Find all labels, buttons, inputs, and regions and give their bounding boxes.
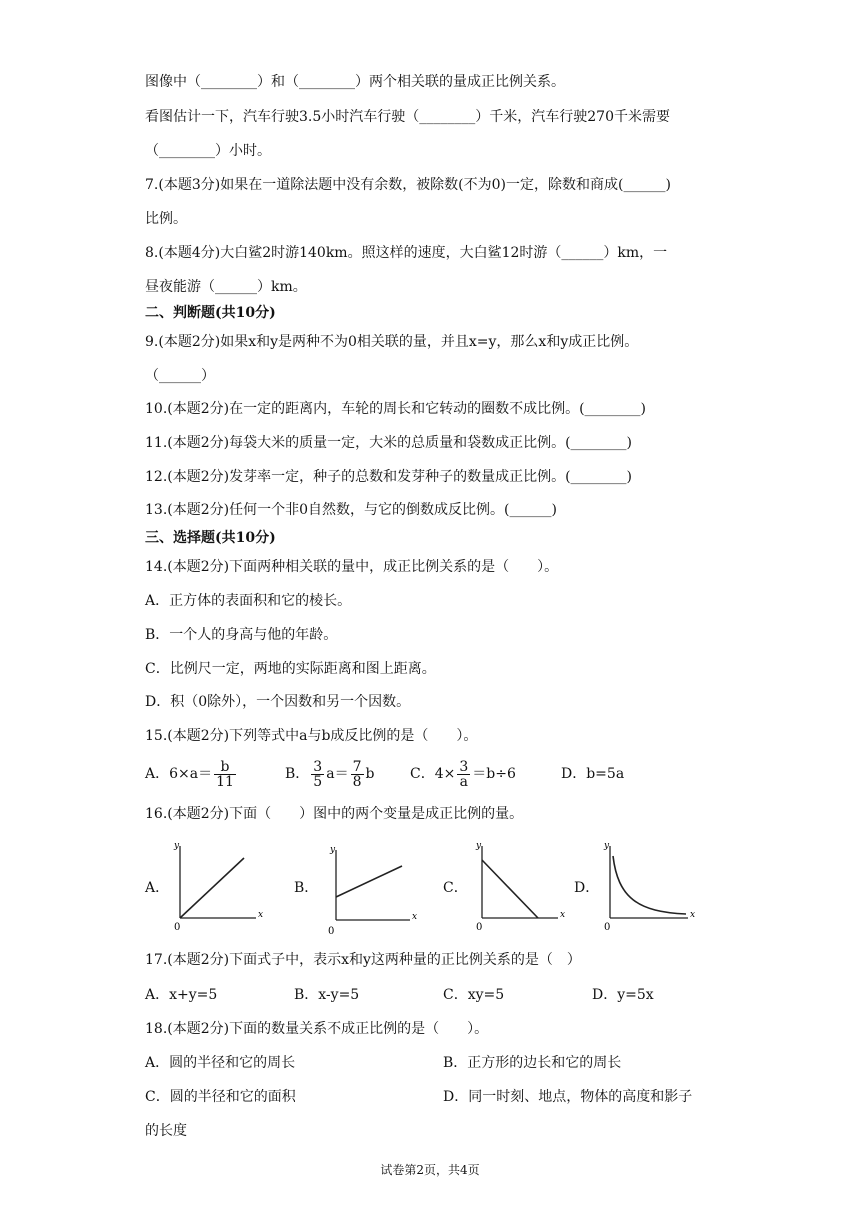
question-16: 16.(本题2分)下面（ ）图中的两个变量是成正比例的量。 xyxy=(145,806,524,822)
y-axis-label: y xyxy=(476,841,482,851)
offset-line xyxy=(336,866,402,897)
y-axis-label: y xyxy=(330,845,336,855)
graph-d-label: D． xyxy=(574,880,600,896)
option-a-expr: 6×a＝ xyxy=(169,766,213,782)
question-7-line-2: 比例。 xyxy=(145,211,187,227)
question-14-option-a: A．正方体的表面积和它的棱长。 xyxy=(145,593,352,609)
question-15-option-c xyxy=(410,757,516,791)
question-14-option-c: C．比例尺一定，两地的实际距离和图上距离。 xyxy=(145,661,436,677)
option-b-label: B． xyxy=(285,766,310,782)
fraction-denominator: 5 xyxy=(313,773,323,790)
origin-label: 0 xyxy=(174,922,181,933)
fill-line-1: 图像中（________）和（________）两个相关联的量成正比例关系。 xyxy=(145,74,565,90)
question-15-option-a xyxy=(145,757,238,791)
page-footer: 试卷第2页，共4页 xyxy=(380,1163,480,1177)
option-b-fraction-1 xyxy=(311,760,324,789)
graph-d xyxy=(598,838,703,936)
origin-label: 0 xyxy=(604,922,611,933)
fraction-denominator: 11 xyxy=(216,773,234,790)
question-9-line-1: 9.(本题2分)如果x和y是两种不为0相关联的量，并且x=y，那么x和y成正比例。 xyxy=(145,334,639,350)
question-17-option-b: B．x-y=5 xyxy=(294,987,360,1003)
question-7-line-1: 7.(本题3分)如果在一道除法题中没有余数，被除数(不为0)一定，除数和商成(______) xyxy=(145,177,671,193)
option-c-fraction xyxy=(457,760,470,789)
question-11: 11.(本题2分)每袋大米的质量一定，大米的总质量和袋数成正比例。(________) xyxy=(145,435,633,451)
x-axis-label: x xyxy=(258,910,264,920)
question-17: 17.(本题2分)下面式子中，表示x和y这两种量的正比例关系的是（ ） xyxy=(145,952,581,968)
question-18-option-a: A．圆的半径和它的周长 xyxy=(145,1055,296,1071)
fraction-denominator: a xyxy=(459,773,468,790)
fraction-numerator: 3 xyxy=(313,758,323,775)
question-15: 15.(本题2分)下列等式中a与b成反比例的是（ ）。 xyxy=(145,728,478,744)
graph-c xyxy=(470,838,575,936)
section-2-heading: 二、判断题(共10分) xyxy=(145,305,276,321)
question-12: 12.(本题2分)发芽率一定，种子的总数和发芽种子的数量成正比例。(________) xyxy=(145,469,633,485)
question-10: 10.(本题2分)在一定的距离内，车轮的周长和它转动的圈数不成比例。(________) xyxy=(145,401,647,417)
question-15-option-b xyxy=(285,757,374,791)
decreasing-line xyxy=(482,860,538,918)
x-axis-label: x xyxy=(560,910,566,920)
option-c-expr-end: ＝b÷6 xyxy=(472,766,516,782)
question-17-option-c: C．xy=5 xyxy=(443,987,505,1003)
graph-a-label: A． xyxy=(145,880,170,896)
option-c-expr: 4× xyxy=(434,766,456,782)
question-18: 18.(本题2分)下面的数量关系不成正比例的是（ ）。 xyxy=(145,1021,489,1037)
y-axis-label: y xyxy=(174,841,180,851)
fraction-numerator: 3 xyxy=(459,758,469,775)
option-c-label: C． xyxy=(410,766,435,782)
x-axis-label: x xyxy=(412,912,418,922)
question-18-option-d-continued: 的长度 xyxy=(145,1123,187,1139)
section-3-heading: 三、选择题(共10分) xyxy=(145,530,276,546)
origin-label: 0 xyxy=(476,922,483,933)
question-18-option-c: C．圆的半径和它的面积 xyxy=(145,1089,296,1105)
option-b-expr-end: b xyxy=(365,766,375,782)
fraction-denominator: 8 xyxy=(352,773,362,790)
fill-line-2: 看图估计一下，汽车行驶3.5小时汽车行驶（________）千米，汽车行驶270千米需要 xyxy=(145,109,670,125)
origin-label: 0 xyxy=(328,926,335,937)
inverse-curve xyxy=(613,856,686,914)
option-a-label: A． xyxy=(145,766,170,782)
graph-c-label: C． xyxy=(443,880,468,896)
option-b-fraction-2 xyxy=(351,760,364,789)
question-8-line-2: 昼夜能游（______）km。 xyxy=(145,279,307,295)
fraction-numerator: 7 xyxy=(352,758,362,775)
x-axis-label: x xyxy=(690,910,696,920)
fraction-numerator: b xyxy=(214,760,236,775)
question-15-option-d: D．b=5a xyxy=(561,766,625,782)
question-14: 14.(本题2分)下面两种相关联的量中，成正比例关系的是（ ）。 xyxy=(145,559,559,575)
question-13: 13.(本题2分)任何一个非0自然数，与它的倒数成反比例。(______) xyxy=(145,502,557,518)
graph-a xyxy=(168,838,273,936)
graph-b-label: B． xyxy=(294,880,319,896)
graph-b xyxy=(322,842,427,940)
question-14-option-d: D．积（0除外），一个因数和另一个因数。 xyxy=(145,694,411,710)
option-a-fraction xyxy=(214,760,236,789)
question-17-option-d: D．y=5x xyxy=(592,987,654,1003)
question-18-option-d: D．同一时刻、地点，物体的高度和影子 xyxy=(443,1089,693,1105)
question-18-option-b: B．正方形的边长和它的周长 xyxy=(443,1055,622,1071)
question-8-line-1: 8.(本题4分)大白鲨2时游140km。照这样的速度，大白鲨12时游（______）km，一 xyxy=(145,245,668,261)
fill-line-3: （________）小时。 xyxy=(145,143,271,159)
option-b-expr: a＝ xyxy=(326,766,349,782)
question-9-line-2: （______） xyxy=(145,368,215,384)
y-axis-label: y xyxy=(604,841,610,851)
question-14-option-b: B．一个人的身高与他的年龄。 xyxy=(145,627,338,643)
question-17-option-a: A．x+y=5 xyxy=(145,987,218,1003)
proportional-line xyxy=(180,858,244,918)
